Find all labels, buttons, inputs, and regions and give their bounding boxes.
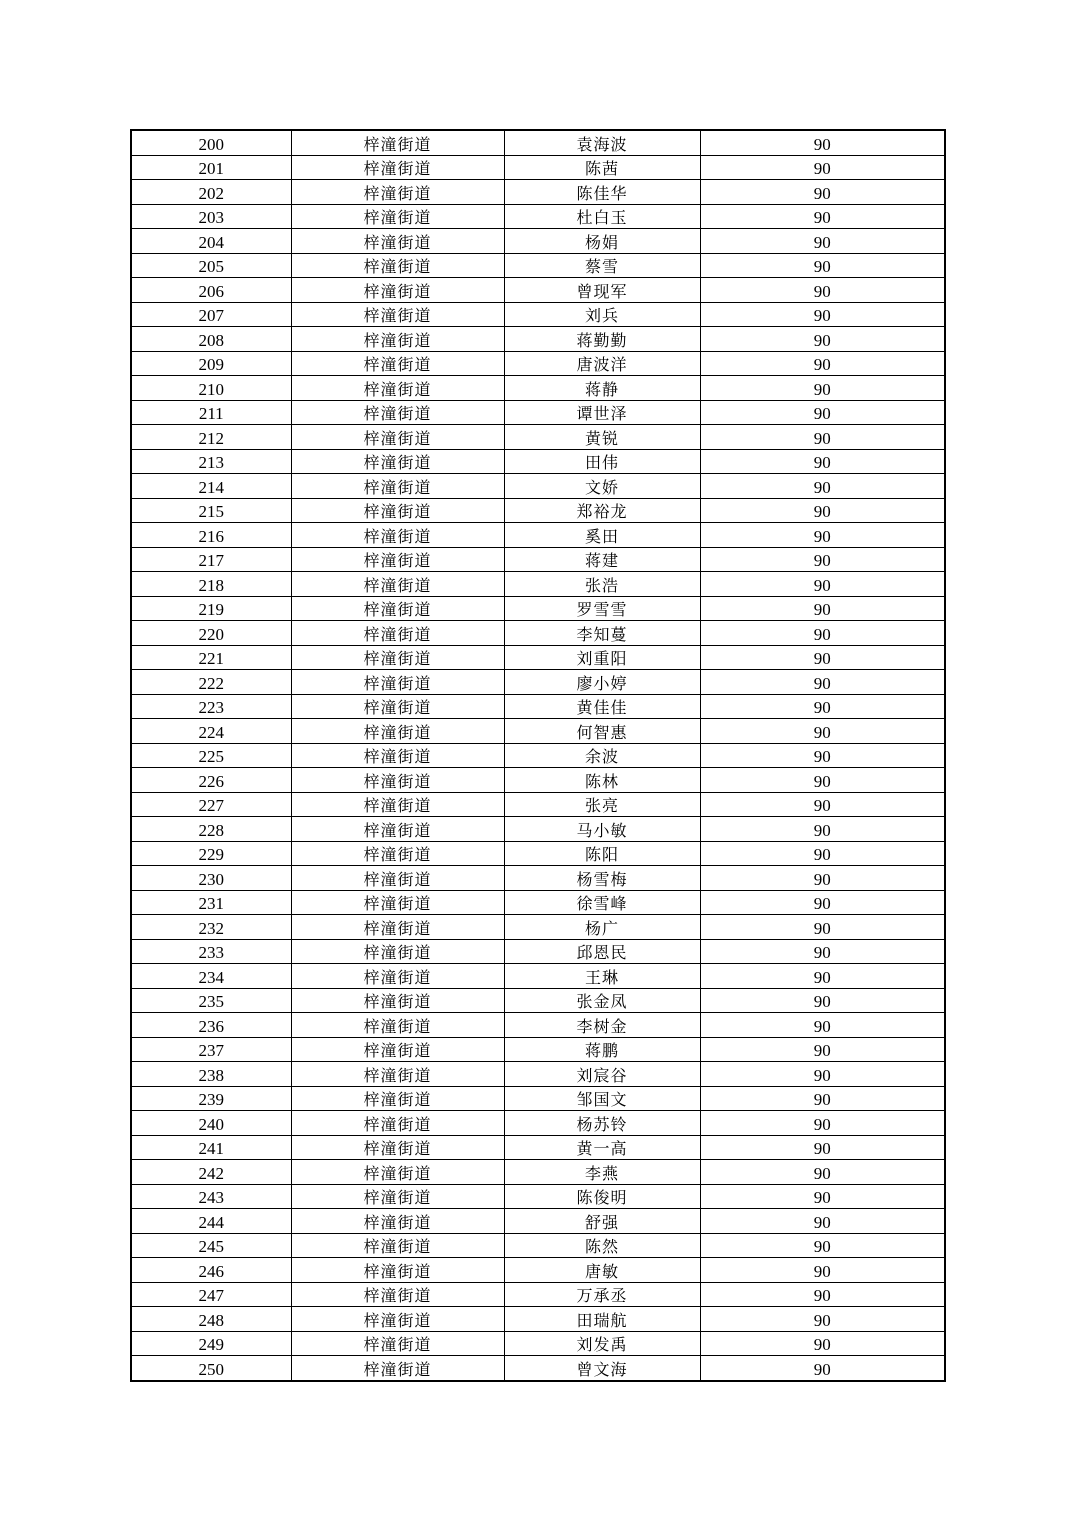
cell-score: 90 [700, 939, 945, 964]
table-row [131, 180, 945, 205]
cell-number: 215 [131, 498, 291, 523]
cell-score: 90 [700, 400, 945, 425]
cell-score: 90 [700, 302, 945, 327]
table-row [131, 1062, 945, 1087]
table-row [131, 1086, 945, 1111]
cell-street: 梓潼街道 [291, 229, 504, 254]
cell-number: 222 [131, 670, 291, 695]
cell-name: 罗雪雪 [504, 596, 700, 621]
cell-name: 文娇 [504, 474, 700, 499]
table-row [131, 351, 945, 376]
cell-score: 90 [700, 351, 945, 376]
cell-name: 唐波洋 [504, 351, 700, 376]
table-row [131, 204, 945, 229]
cell-number: 202 [131, 180, 291, 205]
cell-street: 梓潼街道 [291, 841, 504, 866]
table-row [131, 768, 945, 793]
table-row [131, 719, 945, 744]
cell-name: 邱恩民 [504, 939, 700, 964]
cell-score: 90 [700, 792, 945, 817]
cell-number: 200 [131, 130, 291, 155]
cell-street: 梓潼街道 [291, 1111, 504, 1136]
cell-name: 余波 [504, 743, 700, 768]
cell-street: 梓潼街道 [291, 768, 504, 793]
cell-street: 梓潼街道 [291, 890, 504, 915]
cell-name: 陈林 [504, 768, 700, 793]
cell-name: 廖小婷 [504, 670, 700, 695]
table-row [131, 1282, 945, 1307]
roster-body [131, 130, 945, 1381]
table-row [131, 474, 945, 499]
cell-street: 梓潼街道 [291, 1356, 504, 1381]
table-row [131, 1037, 945, 1062]
cell-name: 陈然 [504, 1233, 700, 1258]
table-row [131, 670, 945, 695]
cell-name: 蒋静 [504, 376, 700, 401]
cell-street: 梓潼街道 [291, 964, 504, 989]
cell-street: 梓潼街道 [291, 449, 504, 474]
cell-number: 246 [131, 1258, 291, 1283]
cell-number: 229 [131, 841, 291, 866]
table-row [131, 988, 945, 1013]
table-row [131, 572, 945, 597]
cell-name: 李树金 [504, 1013, 700, 1038]
cell-street: 梓潼街道 [291, 498, 504, 523]
cell-score: 90 [700, 180, 945, 205]
table-row [131, 621, 945, 646]
cell-street: 梓潼街道 [291, 547, 504, 572]
cell-number: 240 [131, 1111, 291, 1136]
table-row [131, 253, 945, 278]
cell-street: 梓潼街道 [291, 915, 504, 940]
cell-street: 梓潼街道 [291, 1086, 504, 1111]
cell-score: 90 [700, 890, 945, 915]
cell-name: 张金凤 [504, 988, 700, 1013]
cell-name: 曾现军 [504, 278, 700, 303]
cell-number: 216 [131, 523, 291, 548]
cell-score: 90 [700, 670, 945, 695]
cell-street: 梓潼街道 [291, 866, 504, 891]
table-row [131, 1356, 945, 1381]
table-row [131, 302, 945, 327]
cell-street: 梓潼街道 [291, 1013, 504, 1038]
table-row [131, 1135, 945, 1160]
cell-street: 梓潼街道 [291, 1233, 504, 1258]
cell-street: 梓潼街道 [291, 670, 504, 695]
cell-number: 209 [131, 351, 291, 376]
cell-number: 231 [131, 890, 291, 915]
cell-score: 90 [700, 866, 945, 891]
table-row [131, 449, 945, 474]
cell-street: 梓潼街道 [291, 719, 504, 744]
cell-name: 陈阳 [504, 841, 700, 866]
cell-number: 238 [131, 1062, 291, 1087]
cell-name: 万承丞 [504, 1282, 700, 1307]
cell-number: 237 [131, 1037, 291, 1062]
cell-score: 90 [700, 1184, 945, 1209]
cell-score: 90 [700, 425, 945, 450]
cell-score: 90 [700, 327, 945, 352]
cell-number: 245 [131, 1233, 291, 1258]
cell-name: 杨广 [504, 915, 700, 940]
table-row [131, 915, 945, 940]
table-row [131, 890, 945, 915]
cell-number: 230 [131, 866, 291, 891]
cell-street: 梓潼街道 [291, 155, 504, 180]
cell-score: 90 [700, 1331, 945, 1356]
cell-name: 陈俊明 [504, 1184, 700, 1209]
cell-street: 梓潼街道 [291, 1209, 504, 1234]
cell-street: 梓潼街道 [291, 1307, 504, 1332]
cell-score: 90 [700, 155, 945, 180]
cell-street: 梓潼街道 [291, 278, 504, 303]
cell-number: 210 [131, 376, 291, 401]
cell-number: 242 [131, 1160, 291, 1185]
table-row [131, 939, 945, 964]
table-row [131, 964, 945, 989]
cell-number: 207 [131, 302, 291, 327]
cell-street: 梓潼街道 [291, 1037, 504, 1062]
cell-score: 90 [700, 1282, 945, 1307]
cell-number: 232 [131, 915, 291, 940]
cell-number: 236 [131, 1013, 291, 1038]
cell-name: 唐敏 [504, 1258, 700, 1283]
cell-street: 梓潼街道 [291, 596, 504, 621]
cell-street: 梓潼街道 [291, 1160, 504, 1185]
cell-score: 90 [700, 376, 945, 401]
cell-score: 90 [700, 498, 945, 523]
table-row [131, 1331, 945, 1356]
cell-street: 梓潼街道 [291, 792, 504, 817]
table-row [131, 1258, 945, 1283]
table-row [131, 1307, 945, 1332]
cell-score: 90 [700, 204, 945, 229]
cell-number: 206 [131, 278, 291, 303]
table-row [131, 1233, 945, 1258]
cell-name: 田瑞航 [504, 1307, 700, 1332]
cell-name: 田伟 [504, 449, 700, 474]
cell-street: 梓潼街道 [291, 376, 504, 401]
cell-score: 90 [700, 523, 945, 548]
table-row [131, 1184, 945, 1209]
cell-score: 90 [700, 1233, 945, 1258]
cell-score: 90 [700, 817, 945, 842]
cell-score: 90 [700, 1160, 945, 1185]
cell-score: 90 [700, 1037, 945, 1062]
cell-name: 李燕 [504, 1160, 700, 1185]
cell-name: 蒋建 [504, 547, 700, 572]
cell-street: 梓潼街道 [291, 425, 504, 450]
cell-number: 248 [131, 1307, 291, 1332]
table-row [131, 130, 945, 155]
cell-score: 90 [700, 547, 945, 572]
cell-score: 90 [700, 841, 945, 866]
cell-name: 蒋勤勤 [504, 327, 700, 352]
cell-street: 梓潼街道 [291, 1282, 504, 1307]
cell-name: 陈佳华 [504, 180, 700, 205]
table-row [131, 425, 945, 450]
cell-number: 234 [131, 964, 291, 989]
cell-street: 梓潼街道 [291, 180, 504, 205]
cell-street: 梓潼街道 [291, 1331, 504, 1356]
cell-score: 90 [700, 130, 945, 155]
table-row [131, 743, 945, 768]
cell-name: 马小敏 [504, 817, 700, 842]
cell-street: 梓潼街道 [291, 204, 504, 229]
cell-score: 90 [700, 988, 945, 1013]
table-row [131, 229, 945, 254]
cell-name: 刘宸谷 [504, 1062, 700, 1087]
cell-score: 90 [700, 1356, 945, 1381]
cell-number: 241 [131, 1135, 291, 1160]
cell-street: 梓潼街道 [291, 1062, 504, 1087]
cell-number: 220 [131, 621, 291, 646]
cell-street: 梓潼街道 [291, 939, 504, 964]
table-row [131, 841, 945, 866]
cell-number: 227 [131, 792, 291, 817]
cell-name: 杨娟 [504, 229, 700, 254]
cell-name: 袁海波 [504, 130, 700, 155]
cell-number: 250 [131, 1356, 291, 1381]
cell-number: 203 [131, 204, 291, 229]
cell-score: 90 [700, 1135, 945, 1160]
cell-number: 224 [131, 719, 291, 744]
cell-street: 梓潼街道 [291, 253, 504, 278]
cell-score: 90 [700, 572, 945, 597]
cell-name: 蔡雪 [504, 253, 700, 278]
cell-number: 213 [131, 449, 291, 474]
cell-street: 梓潼街道 [291, 474, 504, 499]
cell-number: 223 [131, 694, 291, 719]
cell-score: 90 [700, 1258, 945, 1283]
cell-score: 90 [700, 596, 945, 621]
cell-street: 梓潼街道 [291, 523, 504, 548]
cell-name: 郑裕龙 [504, 498, 700, 523]
table-row [131, 523, 945, 548]
table-row [131, 155, 945, 180]
cell-name: 何智惠 [504, 719, 700, 744]
cell-name: 张浩 [504, 572, 700, 597]
cell-street: 梓潼街道 [291, 621, 504, 646]
cell-score: 90 [700, 1062, 945, 1087]
cell-name: 杜白玉 [504, 204, 700, 229]
cell-number: 235 [131, 988, 291, 1013]
cell-street: 梓潼街道 [291, 1135, 504, 1160]
cell-number: 212 [131, 425, 291, 450]
cell-street: 梓潼街道 [291, 988, 504, 1013]
cell-score: 90 [700, 474, 945, 499]
cell-number: 205 [131, 253, 291, 278]
cell-score: 90 [700, 964, 945, 989]
cell-name: 黄一高 [504, 1135, 700, 1160]
cell-street: 梓潼街道 [291, 572, 504, 597]
table-row [131, 694, 945, 719]
table-row [131, 376, 945, 401]
cell-name: 徐雪峰 [504, 890, 700, 915]
roster-table [130, 129, 946, 1382]
cell-name: 王琳 [504, 964, 700, 989]
cell-score: 90 [700, 694, 945, 719]
cell-score: 90 [700, 621, 945, 646]
cell-number: 249 [131, 1331, 291, 1356]
table-row [131, 547, 945, 572]
cell-number: 208 [131, 327, 291, 352]
cell-street: 梓潼街道 [291, 327, 504, 352]
cell-name: 奚田 [504, 523, 700, 548]
cell-name: 刘重阳 [504, 645, 700, 670]
table-row [131, 645, 945, 670]
cell-name: 李知蔓 [504, 621, 700, 646]
cell-name: 黄佳佳 [504, 694, 700, 719]
cell-name: 张亮 [504, 792, 700, 817]
table-row [131, 327, 945, 352]
cell-number: 211 [131, 400, 291, 425]
cell-number: 218 [131, 572, 291, 597]
cell-street: 梓潼街道 [291, 645, 504, 670]
cell-street: 梓潼街道 [291, 817, 504, 842]
cell-name: 谭世泽 [504, 400, 700, 425]
cell-street: 梓潼街道 [291, 743, 504, 768]
table-row [131, 1111, 945, 1136]
cell-name: 杨苏铃 [504, 1111, 700, 1136]
cell-number: 204 [131, 229, 291, 254]
cell-number: 214 [131, 474, 291, 499]
cell-score: 90 [700, 1111, 945, 1136]
cell-score: 90 [700, 915, 945, 940]
cell-number: 243 [131, 1184, 291, 1209]
cell-score: 90 [700, 768, 945, 793]
cell-street: 梓潼街道 [291, 130, 504, 155]
cell-score: 90 [700, 278, 945, 303]
cell-street: 梓潼街道 [291, 400, 504, 425]
table-row [131, 400, 945, 425]
cell-score: 90 [700, 645, 945, 670]
cell-street: 梓潼街道 [291, 351, 504, 376]
cell-name: 刘兵 [504, 302, 700, 327]
cell-number: 225 [131, 743, 291, 768]
table-row [131, 792, 945, 817]
cell-name: 陈茜 [504, 155, 700, 180]
cell-number: 219 [131, 596, 291, 621]
cell-name: 杨雪梅 [504, 866, 700, 891]
cell-street: 梓潼街道 [291, 1258, 504, 1283]
cell-number: 244 [131, 1209, 291, 1234]
table-row [131, 596, 945, 621]
cell-name: 蒋鹏 [504, 1037, 700, 1062]
cell-number: 217 [131, 547, 291, 572]
cell-name: 黄锐 [504, 425, 700, 450]
cell-name: 舒强 [504, 1209, 700, 1234]
cell-name: 邹国文 [504, 1086, 700, 1111]
cell-score: 90 [700, 253, 945, 278]
table-row [131, 1209, 945, 1234]
cell-number: 221 [131, 645, 291, 670]
cell-score: 90 [700, 719, 945, 744]
cell-number: 233 [131, 939, 291, 964]
table-row [131, 1013, 945, 1038]
cell-score: 90 [700, 743, 945, 768]
cell-name: 曾文海 [504, 1356, 700, 1381]
cell-number: 239 [131, 1086, 291, 1111]
table-row [131, 498, 945, 523]
cell-score: 90 [700, 1013, 945, 1038]
table-row [131, 866, 945, 891]
cell-score: 90 [700, 1209, 945, 1234]
cell-street: 梓潼街道 [291, 302, 504, 327]
table-row [131, 817, 945, 842]
cell-street: 梓潼街道 [291, 1184, 504, 1209]
cell-number: 226 [131, 768, 291, 793]
cell-number: 228 [131, 817, 291, 842]
cell-number: 247 [131, 1282, 291, 1307]
cell-street: 梓潼街道 [291, 694, 504, 719]
cell-score: 90 [700, 449, 945, 474]
table-row [131, 278, 945, 303]
cell-score: 90 [700, 1086, 945, 1111]
cell-score: 90 [700, 1307, 945, 1332]
table-row [131, 1160, 945, 1185]
cell-number: 201 [131, 155, 291, 180]
cell-score: 90 [700, 229, 945, 254]
cell-name: 刘发禹 [504, 1331, 700, 1356]
